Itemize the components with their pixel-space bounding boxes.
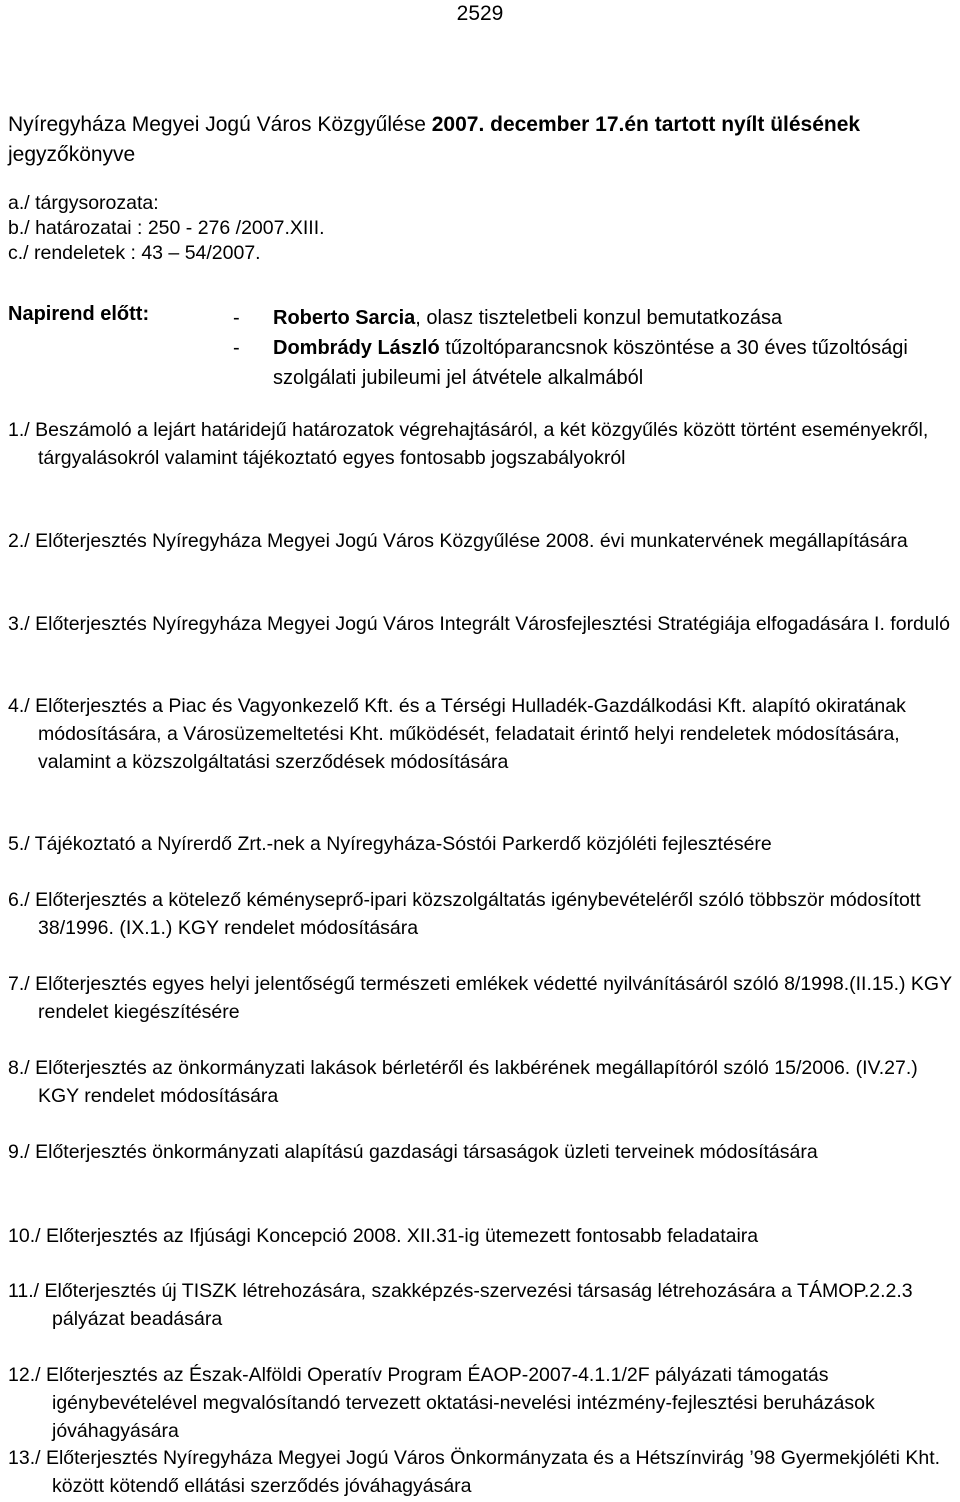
agenda-item-number: 13./ — [8, 1447, 41, 1469]
agenda-item-number: 10./ — [8, 1225, 41, 1247]
agenda-item-text: Előterjesztés Nyíregyháza Megyei Jogú Város Közgyűlése 2008. évi munkatervének megállapítására — [35, 530, 908, 552]
agenda-item-number: 9./ — [8, 1141, 30, 1163]
agenda-item-text: Előterjesztés a Piac és Vagyonkezelő Kft. és a Térségi Hulladék-Gazdálkodási Kft. alapító okiratának módosítására, a Városüzemeltetési Kht. működését, feladatait érintő helyi rendeletek módosítására, valamint a közszolgáltatási szerződések módosítására — [35, 695, 906, 773]
agenda-item-number: 5./ — [8, 833, 30, 855]
agenda-item-9 — [8, 1138, 958, 1166]
agenda-item-5 — [8, 830, 958, 858]
agenda-item-2 — [8, 527, 958, 555]
agenda-item-text: Tájékoztató a Nyírerdő Zrt.-nek a Nyíregyháza-Sóstói Parkerdő közjóléti fejlesztésére — [34, 833, 772, 855]
document-title — [8, 110, 948, 170]
title-part-2: 2007. december 17.én tartott nyílt ülésének — [431, 113, 861, 136]
agenda-item-text: Előterjesztés az Ifjúsági Koncepció 2008. XII.31-ig ütemezett fontosabb feladataira — [45, 1225, 759, 1247]
agenda-item-text: Beszámoló a lejárt határidejű határozatok végrehajtásáról, a két közgyűlés között történt eseményekről, tárgyalásokról valamint tájékoztató egyes fontosabb jogszabályokról — [35, 419, 929, 469]
agenda-item-1 — [8, 416, 958, 472]
pre-agenda-label: Napirend előtt: — [8, 303, 150, 325]
agenda-item-10 — [8, 1222, 958, 1250]
agenda-item-text: Előterjesztés Nyíregyháza Megyei Jogú Város Integrált Városfejlesztési Stratégiája elfogadására I. forduló — [35, 613, 950, 635]
pre-agenda-dash: - — [233, 337, 240, 359]
agenda-item-11 — [8, 1277, 958, 1333]
agenda-item-text: Előterjesztés Nyíregyháza Megyei Jogú Város Önkormányzata és a Hétszínvirág ’98 Gyermekjóléti Kht. között kötendő ellátási szerződés jóváhagyására — [45, 1447, 941, 1497]
agenda-item-13 — [8, 1444, 958, 1500]
page-number: 2529 — [456, 2, 504, 25]
agenda-item-8 — [8, 1054, 958, 1110]
meta-decrees: c./ rendeletek : 43 – 54/2007. — [8, 242, 261, 264]
agenda-item-4 — [8, 692, 958, 776]
agenda-item-text: Előterjesztés a kötelező kéményseprő-ipari közszolgáltatás igénybevételéről szóló többször módosított 38/1996. (IX.1.) KGY rendelet módosítására — [35, 889, 921, 939]
pre-agenda-person: Dombrády László — [273, 337, 440, 359]
agenda-item-number: 2./ — [8, 530, 30, 552]
title-part-1: Nyíregyháza Megyei Jogú Város Közgyűlése — [8, 113, 432, 136]
agenda-item-7 — [8, 970, 958, 1026]
pre-agenda-dash: - — [233, 307, 240, 329]
agenda-item-number: 3./ — [8, 613, 30, 635]
pre-agenda-item — [233, 333, 953, 393]
agenda-item-text: Előterjesztés az önkormányzati lakások bérletéről és lakbérének megállapítóról szóló 15/2006. (IV.27.) KGY rendelet módosítására — [35, 1057, 918, 1107]
pre-agenda-text: , olasz tiszteletbeli konzul bemutatkozása — [415, 307, 783, 329]
agenda-item-number: 4./ — [8, 695, 30, 717]
agenda-item-number: 8./ — [8, 1057, 30, 1079]
agenda-item-text: Előterjesztés az Észak-Alföldi Operatív Program ÉAOP-2007-4.1.1/2F pályázati támogatás igénybevételével megvalósítandó tervezett oktatási-nevelési intézmény-fejlesztési beruházások jóváhagyására — [45, 1364, 875, 1442]
pre-agenda-text: tűzoltóparancsnok köszöntése a 30 éves tűzoltósági szolgálati jubileumi jel átvétele alkalmából — [273, 337, 908, 389]
meta-resolutions: b./ határozatai : 250 - 276 /2007.XIII. — [8, 217, 325, 239]
agenda-item-number: 1./ — [8, 419, 30, 441]
pre-agenda-item — [233, 303, 953, 333]
document-meta — [8, 191, 325, 266]
agenda-item-text: Előterjesztés új TISZK létrehozására, szakképzés-szervezési társaság létrehozására a TÁMOP.2.2.3 pályázat beadására — [44, 1280, 913, 1330]
agenda-item-6 — [8, 886, 958, 942]
agenda-item-3 — [8, 610, 958, 638]
agenda-item-number: 7./ — [8, 973, 30, 995]
agenda-item-number: 11./ — [8, 1280, 40, 1302]
agenda-item-number: 12./ — [8, 1364, 41, 1386]
agenda-item-12 — [8, 1361, 958, 1445]
agenda-item-number: 6./ — [8, 889, 30, 911]
pre-agenda-person: Roberto Sarcia — [273, 307, 416, 329]
title-part-3: jegyzőkönyve — [8, 143, 136, 166]
agenda-item-text: Előterjesztés egyes helyi jelentőségű természeti emlékek védetté nyilvánításáról szóló 8/1998.(II.15.) KGY rendelet kiegészítésére — [35, 973, 952, 1023]
agenda-item-text: Előterjesztés önkormányzati alapítású gazdasági társaságok üzleti terveinek módosítására — [35, 1141, 818, 1163]
meta-agenda: a./ tárgysorozata: — [8, 192, 159, 214]
